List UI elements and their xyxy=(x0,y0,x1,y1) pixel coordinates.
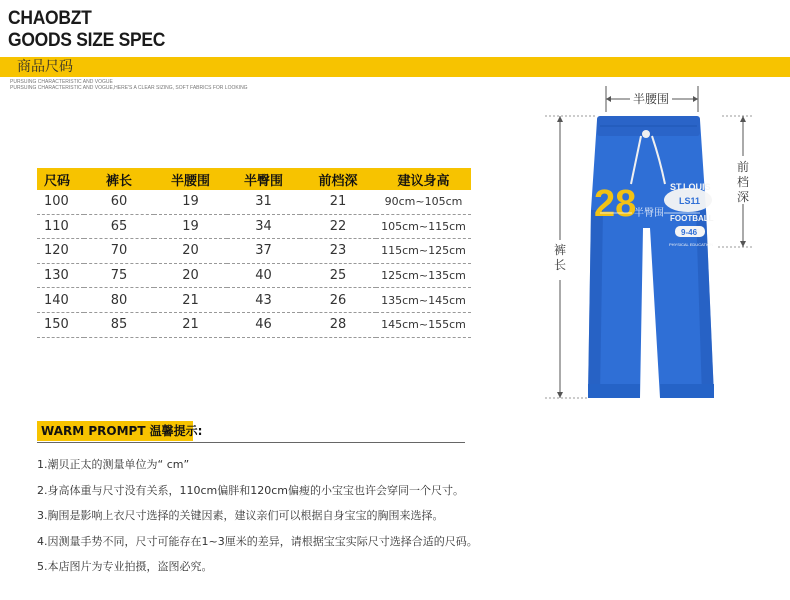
print-city: ST.LOUIS xyxy=(670,182,711,192)
cell-waist: 20 xyxy=(154,239,227,264)
print-small-text: PHYSICAL EDUCATION xyxy=(669,242,714,247)
cell-waist: 20 xyxy=(154,263,227,288)
note-item: 2.身高体重与尺寸没有关系，110cm偏胖和120cm偏瘦的小宝宝也许会穿同一个尺寸。 xyxy=(37,483,465,497)
header-size: 尺码 xyxy=(37,168,84,190)
cell-size: 110 xyxy=(37,214,84,239)
cell-hip: 37 xyxy=(227,239,300,264)
cell-size: 140 xyxy=(37,288,84,313)
length-measure-guide xyxy=(545,116,596,398)
header-hip: 半臀围 xyxy=(227,168,300,190)
cell-height: 145cm~155cm xyxy=(376,312,471,337)
print-team: FOOTBALL xyxy=(670,214,714,223)
cell-height: 135cm~145cm xyxy=(376,288,471,313)
cell-length: 85 xyxy=(84,312,154,337)
tagline-2: PURSUING CHARACTERISTIC AND VOGUE,HERE'S A CLEAR SIZING, SOFT FABRICS FOR LOOKING xyxy=(10,85,248,91)
cell-hip: 46 xyxy=(227,312,300,337)
cell-size: 130 xyxy=(37,263,84,288)
waist-label: 半腰围 xyxy=(633,92,670,106)
hip-label: 半臀围 xyxy=(634,208,664,219)
cell-hip: 34 xyxy=(227,214,300,239)
header-rise: 前档深 xyxy=(300,168,376,190)
note-item: 4.因测量手势不同，尺寸可能存在1~3厘米的差异，请根据宝宝实际尺寸选择合适的尺码。 xyxy=(37,534,478,548)
cell-height: 115cm~125cm xyxy=(376,239,471,264)
cell-rise: 26 xyxy=(300,288,376,313)
cell-waist: 19 xyxy=(154,214,227,239)
cell-length: 80 xyxy=(84,288,154,313)
brand-line-2: GOODS SIZE SPEC xyxy=(8,30,166,51)
cell-size: 100 xyxy=(37,190,84,214)
cell-rise: 22 xyxy=(300,214,376,239)
cell-rise: 28 xyxy=(300,312,376,337)
brand-line-1: CHAOBZT xyxy=(8,8,92,29)
cell-height: 90cm~105cm xyxy=(376,190,471,214)
cell-hip: 31 xyxy=(227,190,300,214)
header-height: 建议身高 xyxy=(376,168,471,190)
print-number: 28 xyxy=(594,183,637,225)
cell-waist: 19 xyxy=(154,190,227,214)
cell-waist: 21 xyxy=(154,312,227,337)
waist-measure-guide xyxy=(606,86,698,112)
tagline-1: PURSUING CHARACTERISTIC AND VOGUE xyxy=(10,79,113,85)
cell-length: 70 xyxy=(84,239,154,264)
cell-hip: 43 xyxy=(227,288,300,313)
print-badge: LS11 xyxy=(679,196,701,206)
section-title: 商品尺码 xyxy=(17,59,73,75)
cell-size: 120 xyxy=(37,239,84,264)
cell-waist: 21 xyxy=(154,288,227,313)
cell-rise: 25 xyxy=(300,263,376,288)
print-score: 9-46 xyxy=(681,228,698,237)
cell-hip: 40 xyxy=(227,263,300,288)
cell-length: 75 xyxy=(84,263,154,288)
warm-prompt-label: WARM PROMPT 温馨提示: xyxy=(37,421,193,441)
header-waist: 半腰围 xyxy=(154,168,227,190)
cell-length: 65 xyxy=(84,214,154,239)
cell-height: 125cm~135cm xyxy=(376,263,471,288)
rise-label: 前档深 xyxy=(737,160,750,204)
cell-rise: 23 xyxy=(300,239,376,264)
note-item: 5.本店图片为专业拍摄，盗图必究。 xyxy=(37,560,213,573)
cell-height: 105cm~115cm xyxy=(376,214,471,239)
length-label: 裤长 xyxy=(554,243,567,272)
cell-rise: 21 xyxy=(300,190,376,214)
note-item: 3.胸围是影响上衣尺寸选择的关键因素，建议亲们可以根据自身宝宝的胸围来选择。 xyxy=(37,509,444,522)
header-length: 裤长 xyxy=(84,168,154,190)
cell-size: 150 xyxy=(37,312,84,337)
cell-length: 60 xyxy=(84,190,154,214)
note-item: 1.潮贝正太的测量单位为“ cm” xyxy=(37,458,190,471)
pants-image xyxy=(588,116,714,398)
